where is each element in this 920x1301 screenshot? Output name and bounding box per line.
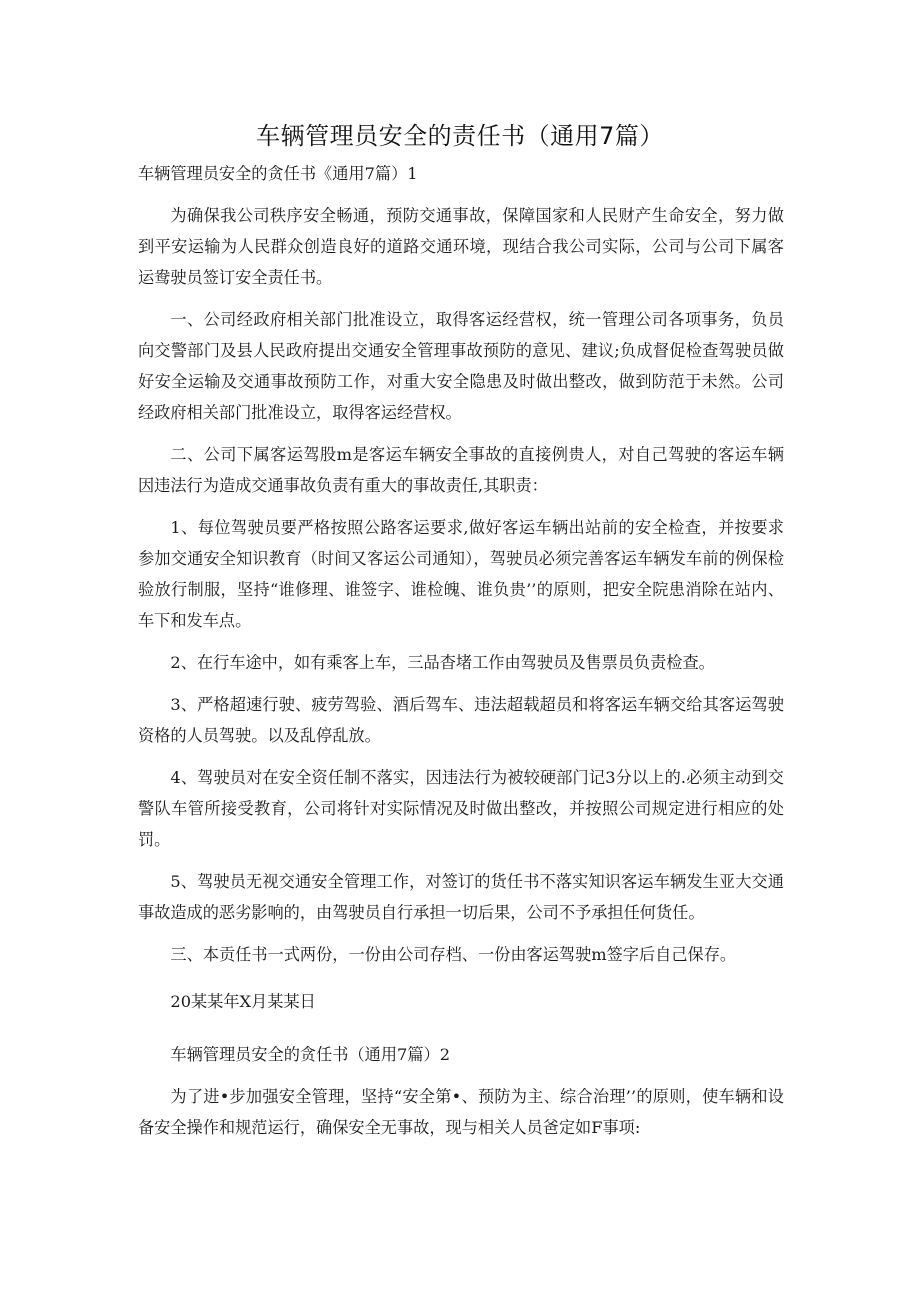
- paragraph: 一、公司经政府相关部门批准设立，取得客运经营权，统一管理公司各项事务，负员向交警部门及县人民政府提出交通安全管理事故预防的意见、建议;负成督促检查驾驶员做好安全运输及交通事故预防工作，对重大安全隐患及时做出整改，做到防范于未然。公司经政府相关部门批准设立，取得客运经营权。: [138, 310, 784, 422]
- paragraph: 2、在行车途中，如有乘客上车，三品杳堵工作由驾驶员及售票员负责检查。: [170, 653, 715, 672]
- paragraph: 为了进•步加强安全管理，坚持“安全第•、预防为主、综合治理’’的原则，使车辆和设备安全操作和规范运行，确保安全无事故，现与相关人员爸定如F事项:: [138, 1087, 784, 1137]
- paragraph: 3、严格超速行驶、疲劳驾验、酒后驾车、违法超载超员和将客运车辆交给其客运驾驶资格的人员驾驶。以及乱停乱放。: [138, 695, 784, 745]
- paragraph: 二、公司下属客运驾股m是客运车辆安全事故的直接例贵人，对自己驾驶的客运车辆因违法行为造成交通事故负责有重大的事故责任,其职责：: [138, 445, 784, 495]
- paragraph: 为确保我公司秩序安全畅通，预防交通事故，保障国家和人民财产生命安全，努力做到平安运输为人民群众创造良好的道路交通环境，现结合我公司实际，公司与公司下属客运鸯驶员签订安全责任书。: [138, 206, 784, 287]
- paragraph: 1、每位驾驶员要严格按照公路客运要求,做好客运车辆出站前的安全检查，并按要求参加交通安全知识教育（时间又客运公司通知），驾驶员必须完善客运车辆发车前的例保检验放行制服，坚持“谁修理、谁签字、谁检魄、谁负贵’’的原则，把安全院患消除在站内、车下和发车点。: [138, 518, 784, 630]
- section-heading-1: 车辆管理员安全的贪任书《通用7篇）1: [138, 164, 418, 183]
- section-heading-2: 车辆管理员安全的贪任书（通用7篇）2: [170, 1045, 450, 1064]
- document-title: 车辆管理员安全的责任书（通用7篇）: [256, 122, 664, 150]
- document-body: [138, 158, 784, 1143]
- paragraph: 三、本贡任书一式两份，一份由公司存档、一份由客运驾驶m签字后自己保存。: [170, 945, 737, 964]
- date-line: 20某某年X月某某日: [170, 992, 316, 1011]
- paragraph: 4、驾驶员对在安全资任制不落实，因违法行为被较硬部门记3分以上的.必须主动到交警队车管所接受教育，公司将针对实际情况及时做出整改，并按照公司规定进行相应的处罚。: [138, 768, 784, 849]
- paragraph: 5、驾驶员无视交通安全管理工作，对签订的货任书不落实知识客运车辆发生亚大交通事故造成的恶劣影响的，由驾驶员自行承担一切后果，公司不予承担任何货任。: [138, 872, 784, 922]
